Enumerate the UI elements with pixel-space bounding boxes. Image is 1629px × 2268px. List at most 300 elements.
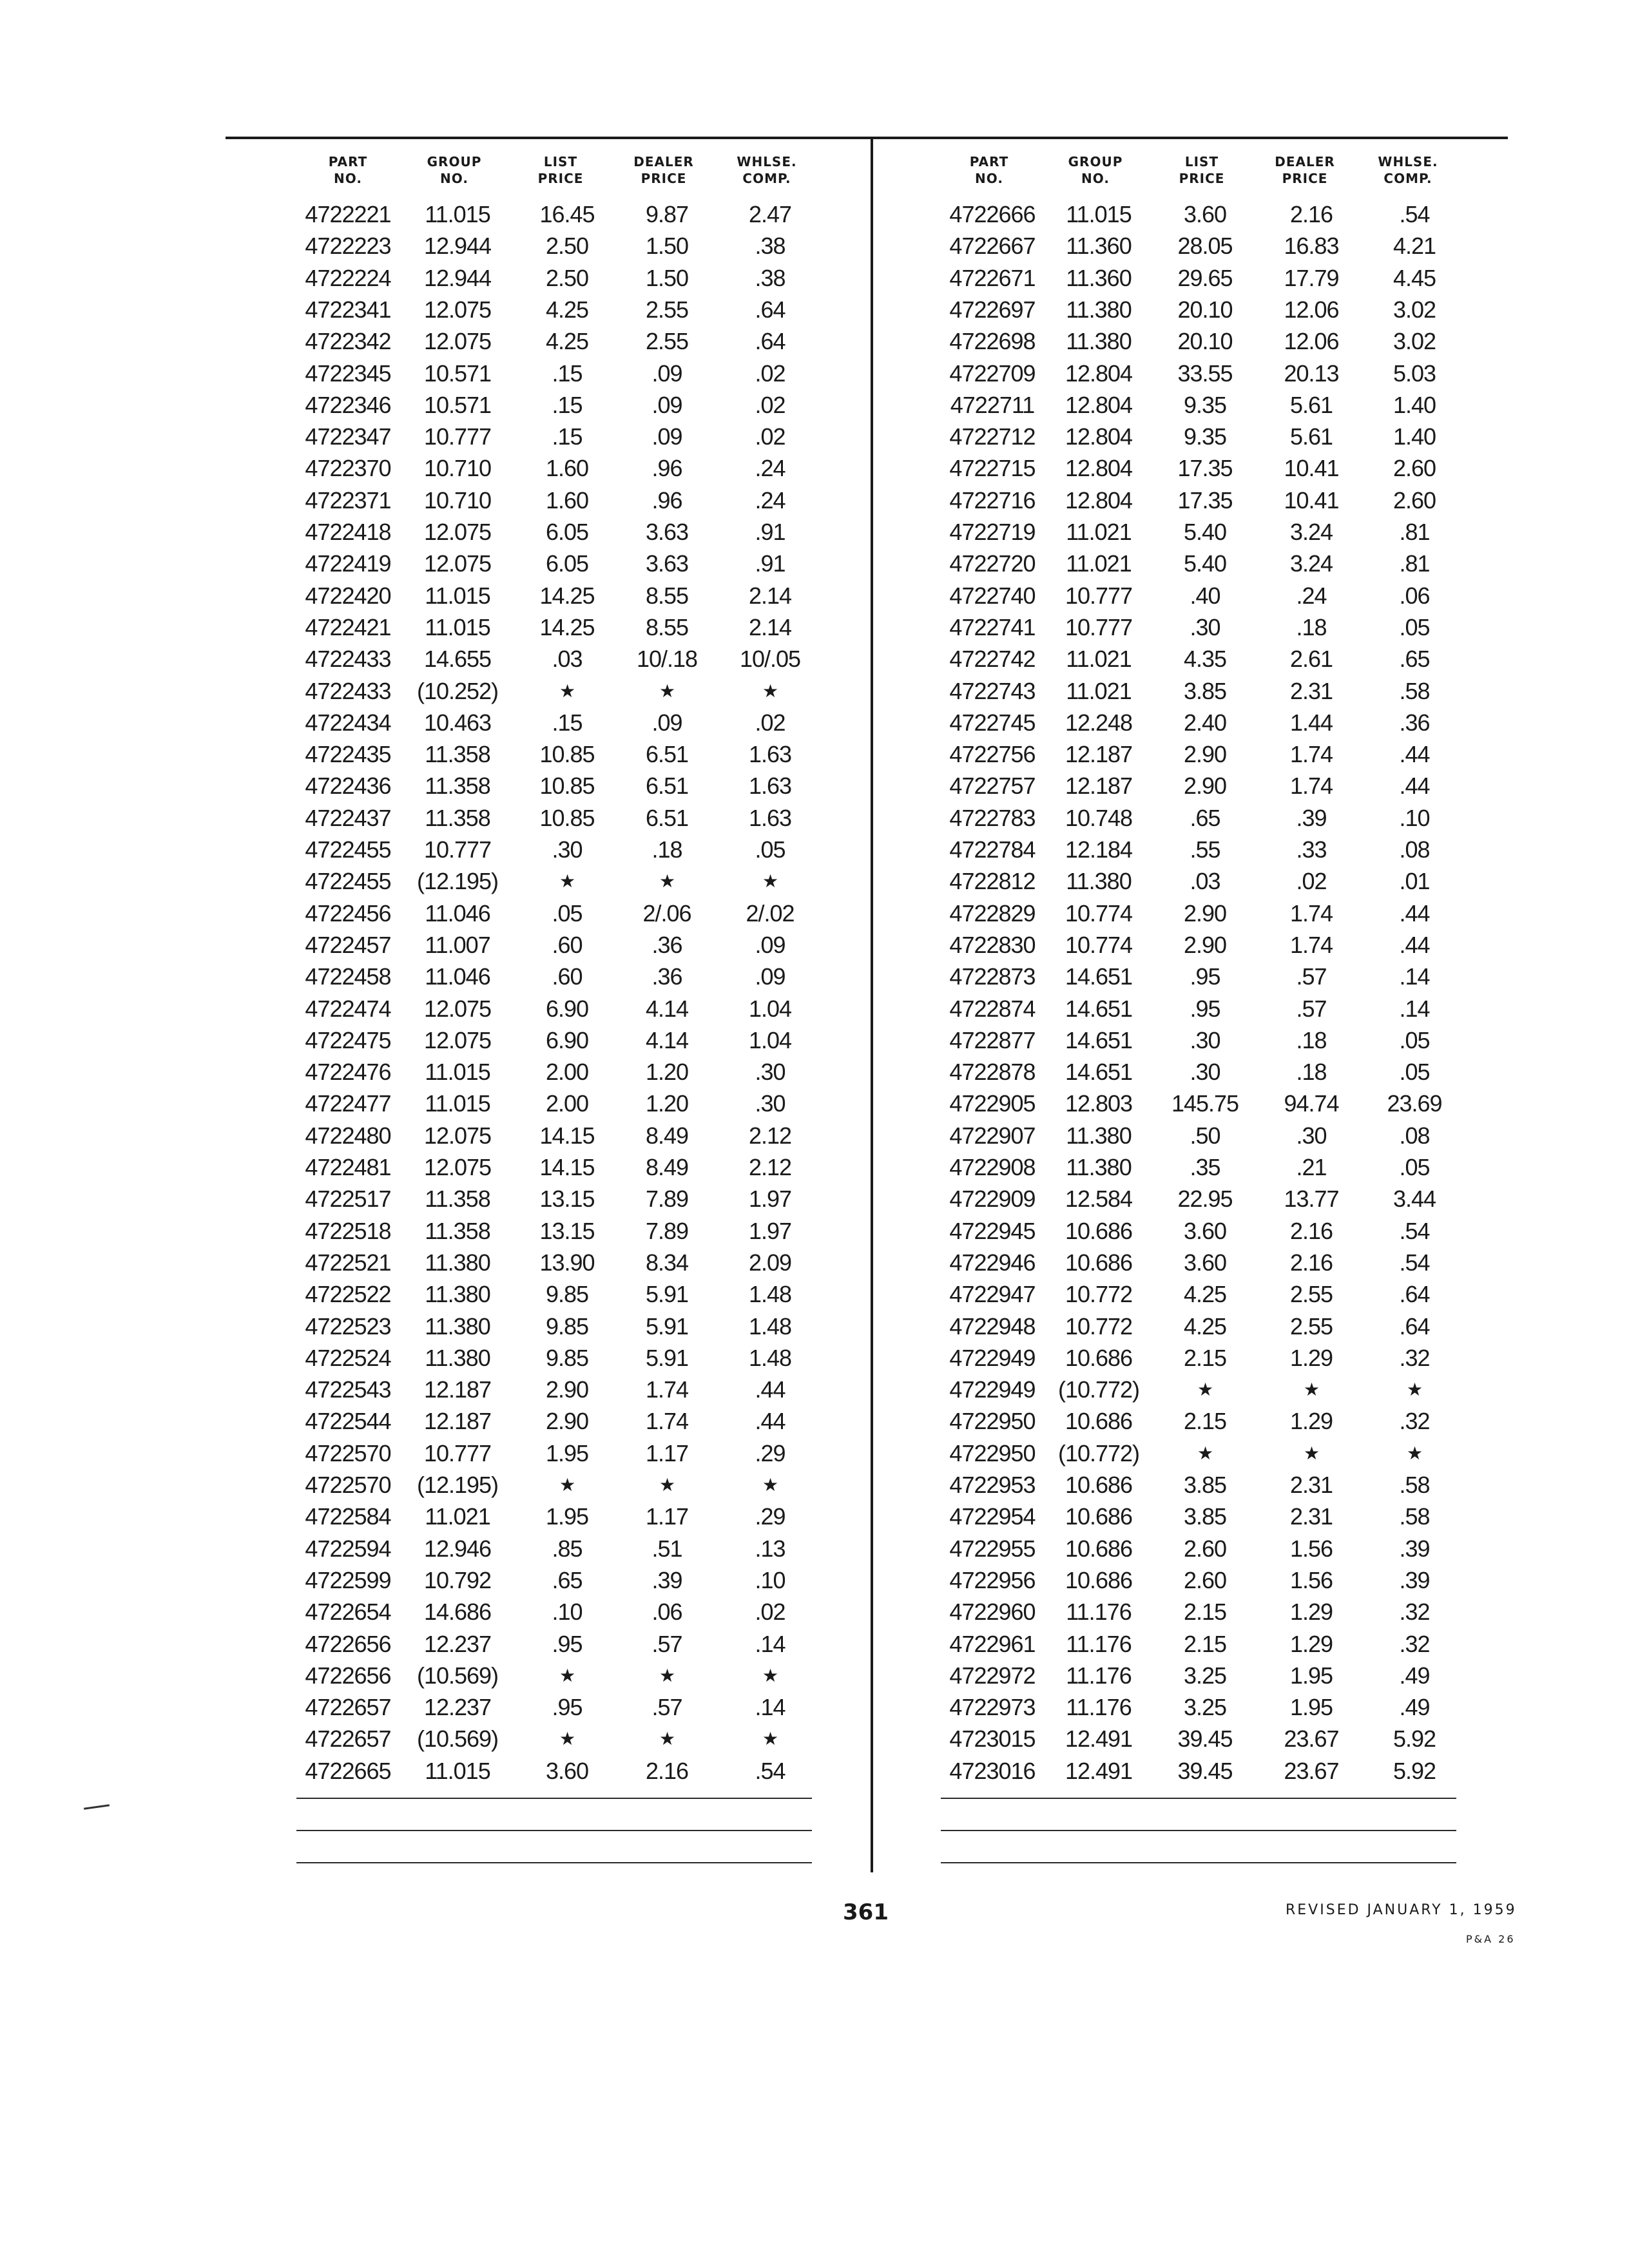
group-no-cell: 11.015 [425, 1059, 490, 1086]
whlse-comp-cell: ★ [762, 871, 778, 892]
whlse-comp-cell: 23.69 [1387, 1090, 1442, 1117]
list-price-cell: 6.90 [545, 995, 589, 1022]
dealer-price-cell: 3.24 [1289, 519, 1333, 545]
group-no-cell: 12.803 [1065, 1090, 1133, 1117]
part-no-cell: 4722421 [305, 613, 391, 640]
dealer-price-cell: 3.63 [645, 519, 689, 545]
whlse-comp-cell: 1.63 [748, 741, 792, 768]
part-no-cell: 4722599 [305, 1566, 391, 1593]
part-no-cell: 4722570 [305, 1472, 391, 1498]
part-no-cell: 4722370 [305, 455, 391, 482]
group-no-cell: 11.380 [425, 1281, 490, 1308]
list-price-cell: 6.05 [545, 519, 589, 545]
whlse-comp-cell: 2.60 [1393, 486, 1436, 514]
list-price-cell: 4.25 [1183, 1281, 1227, 1308]
list-price-cell: 9.35 [1183, 391, 1227, 418]
dealer-price-cell: ★ [659, 680, 675, 701]
dealer-price-cell: 2/.06 [642, 899, 691, 927]
list-price-cell: 39.45 [1177, 1757, 1233, 1784]
list-price-cell: .15 [552, 360, 583, 387]
group-no-cell: 12.491 [1065, 1757, 1133, 1784]
list-price-cell: 10.85 [539, 804, 595, 831]
whlse-comp-cell: .44 [1399, 899, 1430, 927]
group-no-cell: 14.655 [423, 646, 492, 673]
part-no-cell: 4722657 [305, 1694, 391, 1721]
whlse-comp-cell: .02 [755, 360, 786, 387]
part-no-cell: 4722474 [305, 995, 391, 1022]
whlse-comp-cell: 1.48 [748, 1312, 792, 1340]
list-price-cell: ★ [559, 1729, 575, 1749]
whlse-comp-cell: 1.48 [748, 1344, 792, 1371]
part-no-cell: 4722954 [949, 1503, 1036, 1530]
part-no-cell: 4722961 [949, 1630, 1036, 1657]
whlse-comp-cell: .30 [755, 1090, 786, 1117]
part-no-cell: 4722657 [305, 1725, 391, 1753]
list-price-cell: 2.90 [545, 1376, 589, 1403]
whlse-comp-cell: .54 [1399, 201, 1430, 227]
part-no-cell: 4722949 [949, 1344, 1036, 1371]
dealer-price-cell: 4.14 [645, 1026, 689, 1053]
whlse-comp-cell: 1.63 [748, 804, 792, 831]
group-no-cell: 10.777 [423, 1439, 492, 1466]
list-price-cell: 33.55 [1177, 360, 1233, 387]
blank-line [296, 1830, 812, 1831]
whlse-comp-cell: 1.97 [748, 1186, 792, 1213]
whlse-comp-cell: 2.12 [748, 1154, 792, 1180]
part-no-cell: 4722420 [305, 582, 391, 609]
group-no-cell: (10.569) [416, 1662, 499, 1689]
group-no-cell: 10.686 [1065, 1472, 1133, 1498]
group-no-cell: 10.777 [423, 836, 492, 863]
dealer-price-cell: 2.31 [1289, 1503, 1333, 1530]
group-no-cell: 14.651 [1065, 995, 1133, 1022]
whlse-comp-cell: .54 [755, 1757, 786, 1784]
list-price-cell: 20.10 [1177, 328, 1233, 355]
list-price-cell: 16.45 [539, 201, 595, 227]
dealer-price-cell: 3.63 [645, 550, 689, 577]
list-price-cell: 9.85 [545, 1312, 589, 1340]
dealer-price-cell: 1.56 [1289, 1535, 1333, 1562]
group-no-cell: 12.804 [1065, 423, 1133, 450]
dealer-price-cell: .09 [651, 391, 682, 418]
margin-mark [84, 1804, 110, 1810]
group-no-cell: 11.021 [1066, 677, 1132, 704]
part-no-cell: 4722456 [305, 899, 391, 927]
whlse-comp-cell: .14 [755, 1694, 786, 1721]
whlse-comp-cell: .32 [1399, 1344, 1430, 1371]
group-no-cell: 11.021 [425, 1503, 490, 1530]
dealer-price-cell: .36 [651, 963, 682, 990]
whlse-comp-cell: 10/.05 [739, 646, 801, 673]
dealer-price-cell: 1.74 [1289, 741, 1333, 768]
whlse-comp-cell: 1.63 [748, 773, 792, 800]
dealer-price-cell: 2.55 [1289, 1312, 1333, 1340]
list-price-cell: 4.25 [1183, 1312, 1227, 1340]
list-price-cell: 3.60 [1183, 1249, 1227, 1276]
group-no-cell: 11.015 [425, 582, 490, 609]
list-price-cell: .35 [1190, 1154, 1220, 1180]
group-no-cell: 12.075 [423, 296, 492, 323]
group-no-cell: 10.792 [423, 1566, 492, 1593]
group-no-cell: 11.021 [1066, 519, 1132, 545]
dealer-price-cell: ★ [659, 1475, 675, 1495]
part-no-cell: 4722742 [949, 646, 1036, 673]
list-price-cell: .03 [552, 646, 583, 673]
whlse-comp-cell: .64 [755, 328, 786, 355]
whlse-comp-cell: .91 [755, 550, 786, 577]
part-no-cell: 4722418 [305, 519, 391, 545]
group-no-cell: 11.380 [1066, 1122, 1132, 1149]
part-no-cell: 4722783 [949, 804, 1036, 831]
part-no-cell: 4722570 [305, 1439, 391, 1466]
whlse-comp-cell: .05 [1399, 1154, 1430, 1180]
group-no-cell: 12.804 [1065, 455, 1133, 482]
whlse-comp-cell: .13 [755, 1535, 786, 1562]
list-price-cell: 5.40 [1183, 519, 1227, 545]
part-no-cell: 4722433 [305, 677, 391, 704]
group-no-cell: 12.075 [423, 995, 492, 1022]
whlse-comp-cell: .32 [1399, 1408, 1430, 1435]
whlse-comp-cell: .05 [755, 836, 786, 863]
dealer-price-cell: 17.79 [1284, 264, 1339, 291]
list-price-cell: 9.35 [1183, 423, 1227, 450]
dealer-price-cell: .18 [651, 836, 682, 863]
part-no-cell: 4722743 [949, 677, 1036, 704]
group-no-cell: (10.252) [416, 677, 499, 704]
part-no-cell: 4722829 [949, 899, 1036, 927]
header-part-no-right: PART NO. [969, 154, 1009, 186]
part-no-cell: 4722949 [949, 1376, 1036, 1403]
list-price-cell: 2.40 [1183, 709, 1227, 736]
whlse-comp-cell: 1.40 [1393, 423, 1436, 450]
whlse-comp-cell: ★ [762, 1475, 778, 1495]
part-no-cell: 4722436 [305, 773, 391, 800]
group-no-cell: 12.075 [423, 328, 492, 355]
group-no-cell: 12.075 [423, 519, 492, 545]
group-no-cell: 10.571 [423, 391, 492, 418]
list-price-cell: 14.25 [539, 613, 595, 640]
dealer-price-cell: 8.49 [645, 1122, 689, 1149]
group-no-cell: 11.380 [1066, 328, 1132, 355]
dealer-price-cell: .39 [1296, 804, 1327, 831]
list-price-cell: 3.85 [1183, 1472, 1227, 1498]
group-no-cell: 12.584 [1065, 1186, 1133, 1213]
dealer-price-cell: 2.61 [1289, 646, 1333, 673]
group-no-cell: 11.015 [425, 613, 490, 640]
group-no-cell: 12.804 [1065, 486, 1133, 514]
group-no-cell: 11.176 [1066, 1599, 1132, 1626]
part-no-cell: 4722433 [305, 646, 391, 673]
list-price-cell: 1.95 [545, 1439, 589, 1466]
group-no-cell: 10.777 [1065, 582, 1133, 609]
dealer-price-cell: 16.83 [1284, 233, 1339, 260]
group-no-cell: 12.946 [423, 1535, 492, 1562]
list-price-cell: 5.40 [1183, 550, 1227, 577]
part-no-cell: 4722905 [949, 1090, 1036, 1117]
part-no-cell: 4722345 [305, 360, 391, 387]
dealer-price-cell: 1.74 [1289, 773, 1333, 800]
group-no-cell: 12.075 [423, 550, 492, 577]
part-no-cell: 4722347 [305, 423, 391, 450]
dealer-price-cell: 2.55 [1289, 1281, 1333, 1308]
whlse-comp-cell: .09 [755, 963, 786, 990]
group-no-cell: 11.358 [425, 1217, 490, 1244]
whlse-comp-cell: .05 [1399, 613, 1430, 640]
dealer-price-cell: 2.16 [1289, 201, 1333, 227]
list-price-cell: .30 [1190, 1059, 1220, 1086]
whlse-comp-cell: .32 [1399, 1630, 1430, 1657]
whlse-comp-cell: 4.21 [1393, 233, 1436, 260]
group-no-cell: 12.075 [423, 1122, 492, 1149]
part-no-cell: 4722907 [949, 1122, 1036, 1149]
dealer-price-cell: 2.16 [645, 1757, 689, 1784]
page-number: 361 [843, 1899, 889, 1925]
list-price-cell: .55 [1190, 836, 1220, 863]
part-no-cell: 4722812 [949, 868, 1036, 895]
list-price-cell: 2.60 [1183, 1566, 1227, 1593]
part-no-cell: 4722481 [305, 1154, 391, 1180]
group-no-cell: 10.748 [1065, 804, 1133, 831]
list-price-cell: .95 [552, 1630, 583, 1657]
part-no-cell: 4722719 [949, 519, 1036, 545]
part-no-cell: 4722956 [949, 1566, 1036, 1593]
header-group-no: GROUP NO. [427, 154, 482, 186]
list-price-cell: .30 [1190, 1026, 1220, 1053]
whlse-comp-cell: .32 [1399, 1599, 1430, 1626]
dealer-price-cell: .57 [1296, 995, 1327, 1022]
whlse-comp-cell: 4.45 [1393, 264, 1436, 291]
group-no-cell: 10.772 [1065, 1281, 1133, 1308]
dealer-price-cell: 10/.18 [636, 646, 698, 673]
whlse-comp-cell: .14 [755, 1630, 786, 1657]
list-price-cell: .95 [1190, 995, 1220, 1022]
group-no-cell: 11.176 [1066, 1630, 1132, 1657]
whlse-comp-cell: .36 [1399, 709, 1430, 736]
part-no-cell: 4722945 [949, 1217, 1036, 1244]
list-price-cell: ★ [559, 1665, 575, 1686]
list-price-cell: .85 [552, 1535, 583, 1562]
list-price-cell: 2.50 [545, 264, 589, 291]
dealer-price-cell: 7.89 [645, 1186, 689, 1213]
dealer-price-cell: .09 [651, 423, 682, 450]
list-price-cell: ★ [1197, 1443, 1213, 1463]
group-no-cell: 11.380 [1066, 296, 1132, 323]
dealer-price-cell: 6.51 [645, 804, 689, 831]
part-no-cell: 4722455 [305, 868, 391, 895]
group-no-cell: 11.015 [425, 1090, 490, 1117]
whlse-comp-cell: .02 [755, 391, 786, 418]
list-price-cell: 2.90 [545, 1408, 589, 1435]
whlse-comp-cell: .01 [1399, 868, 1430, 895]
dealer-price-cell: 5.91 [645, 1312, 689, 1340]
whlse-comp-cell: .02 [755, 709, 786, 736]
list-price-cell: 2.15 [1183, 1344, 1227, 1371]
part-no-cell: 4722419 [305, 550, 391, 577]
whlse-comp-cell: 5.92 [1393, 1725, 1436, 1753]
group-no-cell: 14.651 [1065, 963, 1133, 990]
part-no-cell: 4722517 [305, 1186, 391, 1213]
group-no-cell: 10.710 [423, 486, 492, 514]
whlse-comp-cell: .05 [1399, 1059, 1430, 1086]
part-no-cell: 4722543 [305, 1376, 391, 1403]
list-price-cell: .40 [1190, 582, 1220, 609]
whlse-comp-cell: .30 [755, 1059, 786, 1086]
list-price-cell: 28.05 [1177, 233, 1233, 260]
part-no-cell: 4722477 [305, 1090, 391, 1117]
list-price-cell: 29.65 [1177, 264, 1233, 291]
dealer-price-cell: .06 [651, 1599, 682, 1626]
header-dealer-price-right: DEALER PRICE [1275, 154, 1335, 186]
whlse-comp-cell: 2.47 [748, 201, 792, 227]
group-no-cell: 10.774 [1065, 931, 1133, 958]
group-no-cell: 10.571 [423, 360, 492, 387]
header-list-price: LIST PRICE [537, 154, 584, 186]
whlse-comp-cell: .10 [755, 1566, 786, 1593]
list-price-cell: 9.85 [545, 1281, 589, 1308]
dealer-price-cell: 5.61 [1289, 391, 1333, 418]
whlse-comp-cell: .38 [755, 233, 786, 260]
whlse-comp-cell: .14 [1399, 963, 1430, 990]
whlse-comp-cell: 2.60 [1393, 455, 1436, 482]
group-no-cell: 11.360 [1066, 233, 1132, 260]
part-no-cell: 4722341 [305, 296, 391, 323]
whlse-comp-cell: .64 [755, 296, 786, 323]
whlse-comp-cell: 2.09 [748, 1249, 792, 1276]
group-no-cell: 11.380 [425, 1312, 490, 1340]
part-no-cell: 4722874 [949, 995, 1036, 1022]
whlse-comp-cell: 2.14 [748, 582, 792, 609]
whlse-comp-cell: .65 [1399, 646, 1430, 673]
group-no-cell: 12.944 [423, 264, 492, 291]
dealer-price-cell: 23.67 [1284, 1757, 1339, 1784]
list-price-cell: 13.90 [539, 1249, 595, 1276]
part-no-cell: 4722522 [305, 1281, 391, 1308]
part-no-cell: 4722756 [949, 741, 1036, 768]
list-price-cell: .10 [552, 1599, 583, 1626]
whlse-comp-cell: .64 [1399, 1312, 1430, 1340]
group-no-cell: 14.651 [1065, 1026, 1133, 1053]
dealer-price-cell: 1.29 [1289, 1599, 1333, 1626]
list-price-cell: ★ [559, 680, 575, 701]
group-no-cell: (12.195) [416, 868, 499, 895]
part-no-cell: 4722671 [949, 264, 1036, 291]
whlse-comp-cell: 1.04 [748, 995, 792, 1022]
dealer-price-cell: 4.14 [645, 995, 689, 1022]
center-divider [871, 139, 873, 1872]
part-no-cell: 4722346 [305, 391, 391, 418]
dealer-price-cell: 8.55 [645, 613, 689, 640]
part-no-cell: 4722476 [305, 1059, 391, 1086]
whlse-comp-cell: 2.12 [748, 1122, 792, 1149]
part-no-cell: 4722594 [305, 1535, 391, 1562]
part-no-cell: 4722584 [305, 1503, 391, 1530]
dealer-price-cell: 7.89 [645, 1217, 689, 1244]
whlse-comp-cell: 5.03 [1393, 360, 1436, 387]
dealer-price-cell: 1.29 [1289, 1344, 1333, 1371]
whlse-comp-cell: .29 [755, 1439, 786, 1466]
whlse-comp-cell: .91 [755, 519, 786, 545]
list-price-cell: 3.60 [545, 1757, 589, 1784]
whlse-comp-cell: .09 [755, 931, 786, 958]
dealer-price-cell: 2.55 [645, 328, 689, 355]
part-no-cell: 4722437 [305, 804, 391, 831]
whlse-comp-cell: .44 [755, 1408, 786, 1435]
group-no-cell: 10.686 [1065, 1217, 1133, 1244]
list-price-cell: 1.60 [545, 486, 589, 514]
part-no-cell: 4722697 [949, 296, 1036, 323]
list-price-cell: .60 [552, 931, 583, 958]
dealer-price-cell: .18 [1296, 1026, 1327, 1053]
dealer-price-cell: 20.13 [1284, 360, 1339, 387]
list-price-cell: .05 [552, 899, 583, 927]
list-price-cell: 13.15 [539, 1186, 595, 1213]
list-price-cell: .15 [552, 709, 583, 736]
whlse-comp-cell: 1.48 [748, 1281, 792, 1308]
group-no-cell: 11.021 [1066, 550, 1132, 577]
part-no-cell: 4722909 [949, 1186, 1036, 1213]
blank-line [296, 1862, 812, 1863]
part-no-cell: 4722434 [305, 709, 391, 736]
list-price-cell: .95 [1190, 963, 1220, 990]
dealer-price-cell: ★ [659, 871, 675, 892]
whlse-comp-cell: ★ [762, 1665, 778, 1686]
dealer-price-cell: 5.91 [645, 1281, 689, 1308]
list-price-cell: .03 [1190, 868, 1220, 895]
list-price-cell: .50 [1190, 1122, 1220, 1149]
group-no-cell: 12.187 [1065, 741, 1133, 768]
whlse-comp-cell: ★ [762, 680, 778, 701]
whlse-comp-cell: .39 [1399, 1535, 1430, 1562]
list-price-cell: 3.85 [1183, 1503, 1227, 1530]
list-price-cell: 3.60 [1183, 1217, 1227, 1244]
whlse-comp-cell: .14 [1399, 995, 1430, 1022]
group-no-cell: 11.015 [425, 201, 490, 227]
part-no-cell: 4722757 [949, 773, 1036, 800]
header-group-no-right: GROUP NO. [1068, 154, 1123, 186]
dealer-price-cell: 13.77 [1284, 1186, 1339, 1213]
part-no-cell: 4722741 [949, 613, 1036, 640]
group-no-cell: 11.021 [1066, 646, 1132, 673]
whlse-comp-cell: .02 [755, 423, 786, 450]
table-row [0, 1469, 1430, 1501]
dealer-price-cell: .09 [651, 360, 682, 387]
group-no-cell: 10.772 [1065, 1312, 1133, 1340]
list-price-cell: 2.15 [1183, 1408, 1227, 1435]
part-no-cell: 4722371 [305, 486, 391, 514]
group-no-cell: 11.358 [425, 804, 490, 831]
whlse-comp-cell: 1.04 [748, 1026, 792, 1053]
group-no-cell: 10.777 [1065, 613, 1133, 640]
list-price-cell: 10.85 [539, 741, 595, 768]
group-no-cell: 11.380 [425, 1344, 490, 1371]
group-no-cell: 11.358 [425, 741, 490, 768]
part-no-cell: 4722709 [949, 360, 1036, 387]
list-price-cell: 2.15 [1183, 1599, 1227, 1626]
group-no-cell: 11.176 [1066, 1662, 1132, 1689]
dealer-price-cell: 1.74 [645, 1376, 689, 1403]
part-no-cell: 4722656 [305, 1630, 391, 1657]
group-no-cell: 12.187 [423, 1376, 492, 1403]
list-price-cell: 14.15 [539, 1154, 595, 1180]
whlse-comp-cell: .58 [1399, 1472, 1430, 1498]
group-no-cell: 12.804 [1065, 391, 1133, 418]
dealer-price-cell: 1.17 [645, 1439, 689, 1466]
dealer-price-cell: 1.29 [1289, 1408, 1333, 1435]
dealer-price-cell: ★ [1303, 1379, 1320, 1400]
group-no-cell: 12.237 [423, 1694, 492, 1721]
group-no-cell: 12.075 [423, 1154, 492, 1180]
group-no-cell: 11.007 [425, 931, 490, 958]
